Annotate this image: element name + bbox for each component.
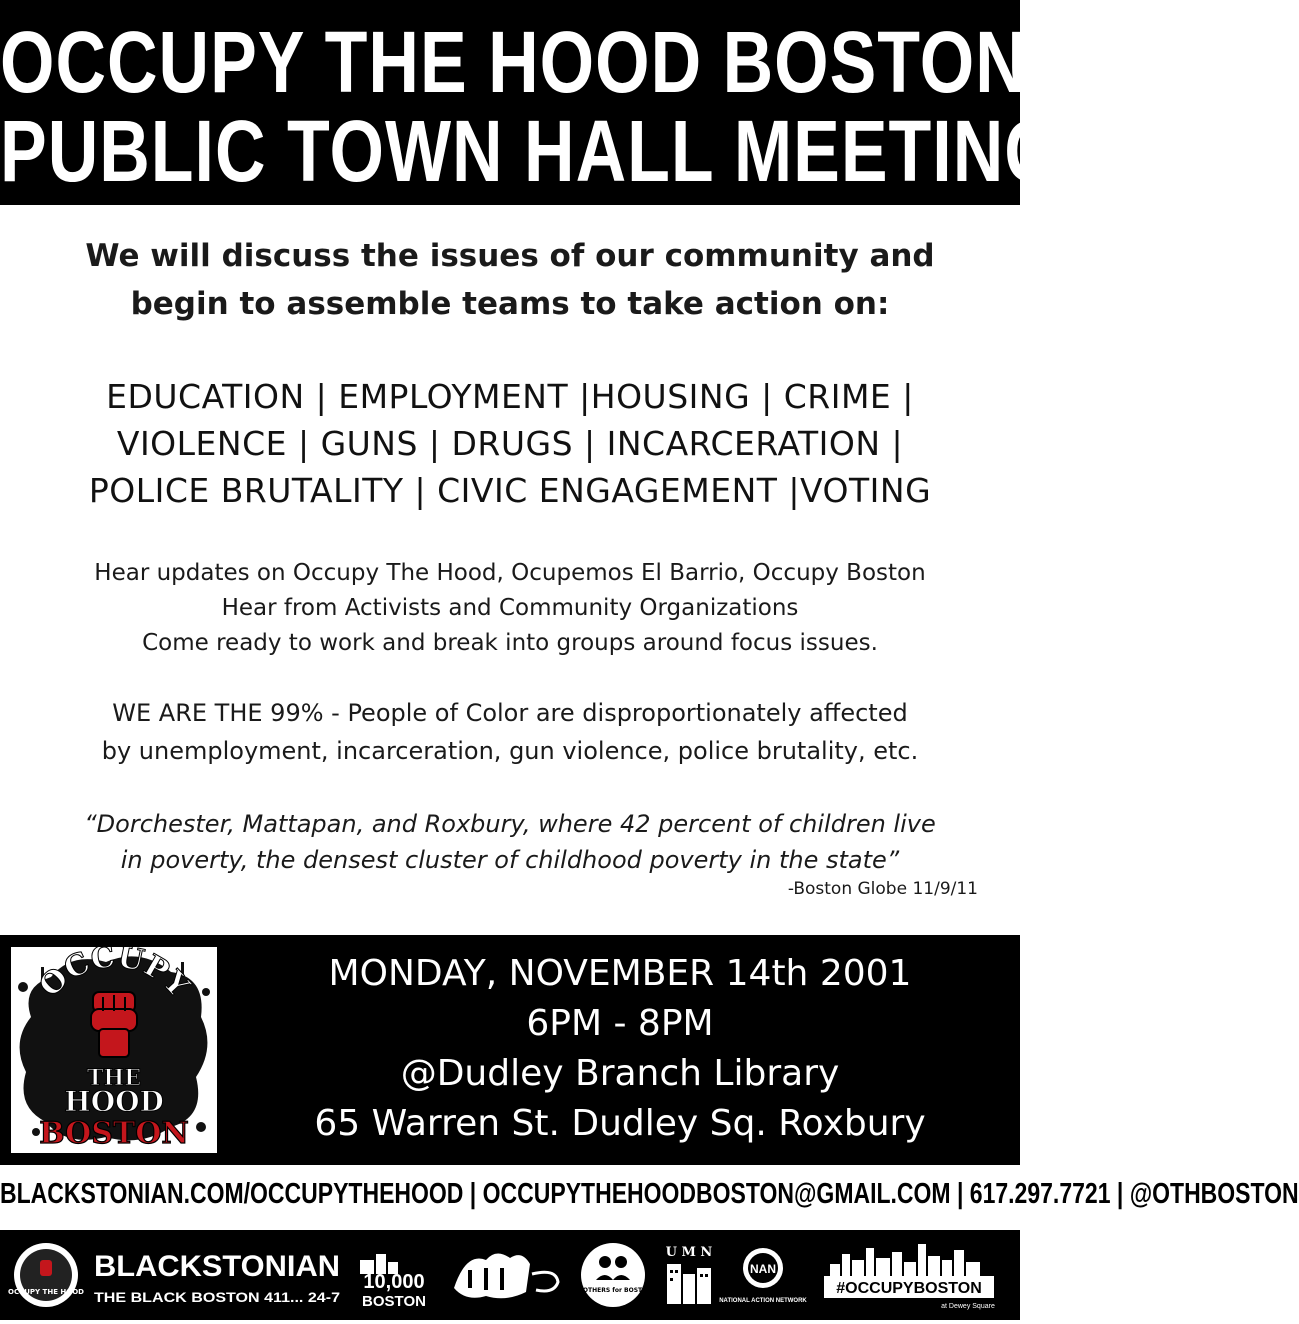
sponsor-occupy-boston-sub: at Dewey Square [941, 1303, 995, 1310]
sponsor-nan-logo [718, 1230, 808, 1320]
updates-line1: Hear updates on Occupy The Hood, Ocupemos El Barrio, Occupy Boston [94, 560, 926, 586]
event-venue: @Dudley Branch Library [400, 1053, 840, 1094]
sponsor-bar [0, 1230, 1020, 1320]
event-details [240, 949, 1000, 1149]
sponsor-umn-logo [655, 1230, 723, 1320]
sponsor-graffiti-logo [446, 1230, 566, 1320]
header-banner [0, 0, 1060, 205]
quote [30, 806, 990, 878]
sponsor-10000-boston-logo [352, 1230, 437, 1320]
page-title-line1: OCCUPY THE HOOD BOSTON [0, 13, 1027, 111]
sponsor-10000-sub: BOSTON [362, 1293, 426, 1310]
topics-line1: EDUCATION | EMPLOYMENT |HOUSING | CRIME | [106, 377, 914, 416]
occupy-the-hood-logo [11, 947, 217, 1153]
sponsor-oth-text: OCCUPY THE HOOD [8, 1288, 84, 1296]
sponsor-blackstonian-text: BLACKSTONIAN [94, 1250, 340, 1283]
quote-line2: in poverty, the densest cluster of childhood poverty in the state” [120, 846, 900, 874]
event-band [0, 935, 1020, 1165]
event-time: 6PM - 8PM [526, 1003, 714, 1044]
event-date: MONDAY, NOVEMBER 14th 2001 [328, 953, 912, 994]
logo-word-boston: BOSTON [39, 1116, 189, 1151]
fist-logo-icon [11, 947, 217, 1153]
logo-word-the: THE [87, 1065, 141, 1091]
sponsor-brothers-for-boston-logo [573, 1230, 653, 1320]
sponsor-occupy-boston-text: #OCCUPYBOSTON [836, 1280, 982, 1297]
ninety-line2: by unemployment, incarceration, gun violence, police brutality, etc. [101, 737, 919, 765]
sponsor-nan-text: NAN [750, 1262, 776, 1276]
logo-word-hood: HOOD [64, 1085, 164, 1118]
contact-info: BLACKSTONIAN.COM/OCCUPYTHEHOOD | OCCUPYTHEHOODBOSTON@GMAIL.COM | 617.297.7721 | @OTHBOSTON [0, 1176, 1299, 1210]
updates-line2: Hear from Activists and Community Organizations [221, 595, 799, 621]
event-address: 65 Warren St. Dudley Sq. Roxbury [314, 1103, 926, 1144]
intro-line1: We will discuss the issues of our community and [85, 238, 935, 274]
page-title-line2: PUBLIC TOWN HALL MEETING [0, 102, 1060, 200]
sponsor-occupy-boston-logo [818, 1230, 1000, 1320]
intro-text [0, 232, 1020, 328]
sponsor-brothers-text: BROTHERS for BOSTON [573, 1287, 653, 1294]
ninety-line1: WE ARE THE 99% - People of Color are disproportionately affected [112, 699, 908, 727]
sponsor-10000-text: 10,000 [363, 1271, 425, 1293]
sponsor-umn-text: U M N [665, 1245, 713, 1260]
updates-text [0, 556, 1020, 661]
sponsor-occupy-the-hood-logo [10, 1230, 82, 1320]
sponsor-nan-sub: NATIONAL ACTION NETWORK [719, 1298, 807, 1304]
topics-list [0, 373, 1020, 514]
sponsor-blackstonian-logo [90, 1230, 345, 1320]
contact-bar [0, 1166, 1299, 1230]
intro-line2: begin to assemble teams to take action on: [130, 286, 890, 322]
quote-attribution: -Boston Globe 11/9/11 [787, 879, 978, 899]
ninety-nine-percent-text [0, 694, 1020, 770]
topics-line3: POLICE BRUTALITY | CIVIC ENGAGEMENT |VOTING [88, 471, 932, 510]
logo-word-occupy: OCCUPY [32, 947, 196, 1005]
updates-line3: Come ready to work and break into groups around focus issues. [142, 630, 878, 656]
sponsor-blackstonian-sub: THE BLACK BOSTON 411... 24-7 [94, 1289, 341, 1305]
topics-line2: VIOLENCE | GUNS | DRUGS | INCARCERATION | [116, 424, 904, 463]
quote-line1: “Dorchester, Mattapan, and Roxbury, where 42 percent of children live [84, 810, 936, 838]
